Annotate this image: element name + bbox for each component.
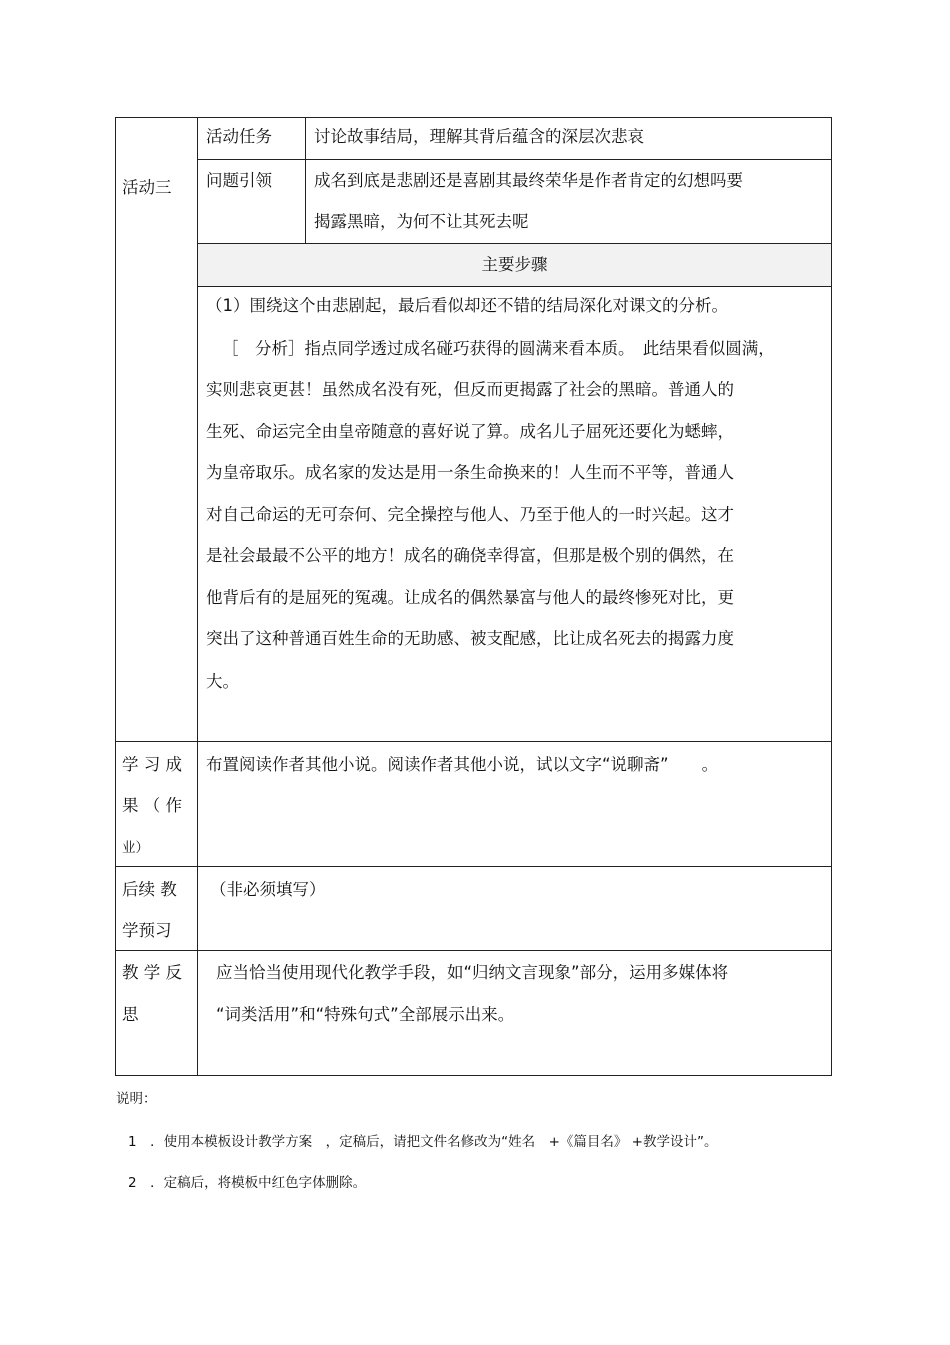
notes-title: 说明： bbox=[116, 1091, 157, 1107]
outcome-label-2: 果 （ 作 bbox=[122, 796, 182, 815]
steps-line-5: 为皇帝取乐。成名家的发达是用一条生命换来的！人生而不平等，普通人 bbox=[206, 463, 734, 482]
followup-text: （非必须填写） bbox=[210, 880, 326, 899]
row-divider-question bbox=[198, 243, 832, 244]
steps-line-2: ［ 分析］指点同学透过成名碰巧获得的圆满来看本质。 此结果看似圆满， bbox=[222, 339, 775, 358]
steps-line-7: 是社会最最不公平的地方！成名的确侥幸得富，但那是极个别的偶然，在 bbox=[206, 546, 734, 565]
outcome-text: 布置阅读作者其他小说。阅读作者其他小说，试以文字“说聊斋” 。 bbox=[206, 755, 719, 774]
outcome-label-1: 学 习 成 bbox=[122, 755, 182, 774]
followup-label-1: 后续 教 bbox=[122, 880, 177, 899]
reflection-label-1: 教 学 反 bbox=[122, 963, 182, 982]
row-divider-steps-header bbox=[198, 286, 832, 287]
steps-line-8: 他背后有的是屈死的冤魂。让成名的偶然暴富与他人的最终惨死对比，更 bbox=[206, 588, 734, 607]
reflection-label-2: 思 bbox=[122, 1005, 139, 1024]
steps-line-3: 实则悲哀更甚！虽然成名没有死，但反而更揭露了社会的黑暗。普通人的 bbox=[206, 380, 734, 399]
notes-item-1: 1 ．使用本模板设计教学方案 ，定稿后，请把文件名修改为“姓名 +《篇目名》 +教学设计”。 bbox=[128, 1134, 718, 1150]
table-border-right bbox=[831, 117, 832, 1076]
table-border-left bbox=[115, 117, 116, 1076]
notes-item-2: 2 ．定稿后，将模板中红色字体删除。 bbox=[128, 1175, 367, 1191]
row-divider-task bbox=[198, 159, 832, 160]
col-divider-inner bbox=[305, 117, 306, 244]
question-line-2: 揭露黑暗，为何不让其死去呢 bbox=[314, 212, 529, 231]
outcome-label-3: 业） bbox=[122, 840, 149, 856]
table-border-bottom bbox=[115, 1075, 832, 1076]
activity-label: 活动三 bbox=[122, 178, 172, 197]
question-label: 问题引领 bbox=[206, 171, 272, 190]
reflection-line-1: 应当恰当使用现代化教学手段，如“归纳文言现象”部分，运用多媒体将 bbox=[216, 963, 729, 982]
question-line-1: 成名到底是悲剧还是喜剧其最终荣华是作者肯定的幻想吗要 bbox=[314, 171, 743, 190]
steps-line-1: （1）围绕这个由悲剧起，最后看似却还不错的结局深化对课文的分析。 bbox=[206, 296, 728, 315]
steps-line-9: 突出了这种普通百姓生命的无助感、被支配感，比让成名死去的揭露力度 bbox=[206, 629, 734, 648]
reflection-line-2: “词类活用”和“特殊句式”全部展示出来。 bbox=[216, 1005, 515, 1024]
table-border-top bbox=[115, 117, 832, 118]
row-divider-reflection bbox=[115, 950, 832, 951]
steps-line-10: 大。 bbox=[206, 672, 239, 691]
task-label: 活动任务 bbox=[206, 127, 272, 146]
row-divider-followup bbox=[115, 866, 832, 867]
followup-label-2: 学预习 bbox=[122, 921, 172, 940]
steps-header: 主要步骤 bbox=[481, 255, 548, 274]
row-divider-outcome bbox=[115, 741, 832, 742]
steps-line-6: 对自己命运的无可奈何、完全操控与他人、乃至于他人的一时兴起。这才 bbox=[206, 505, 734, 524]
task-text: 讨论故事结局，理解其背后蕴含的深层次悲哀 bbox=[314, 127, 644, 146]
steps-line-4: 生死、命运完全由皇帝随意的喜好说了算。成名儿子屈死还要化为蟋蟀， bbox=[206, 422, 734, 441]
